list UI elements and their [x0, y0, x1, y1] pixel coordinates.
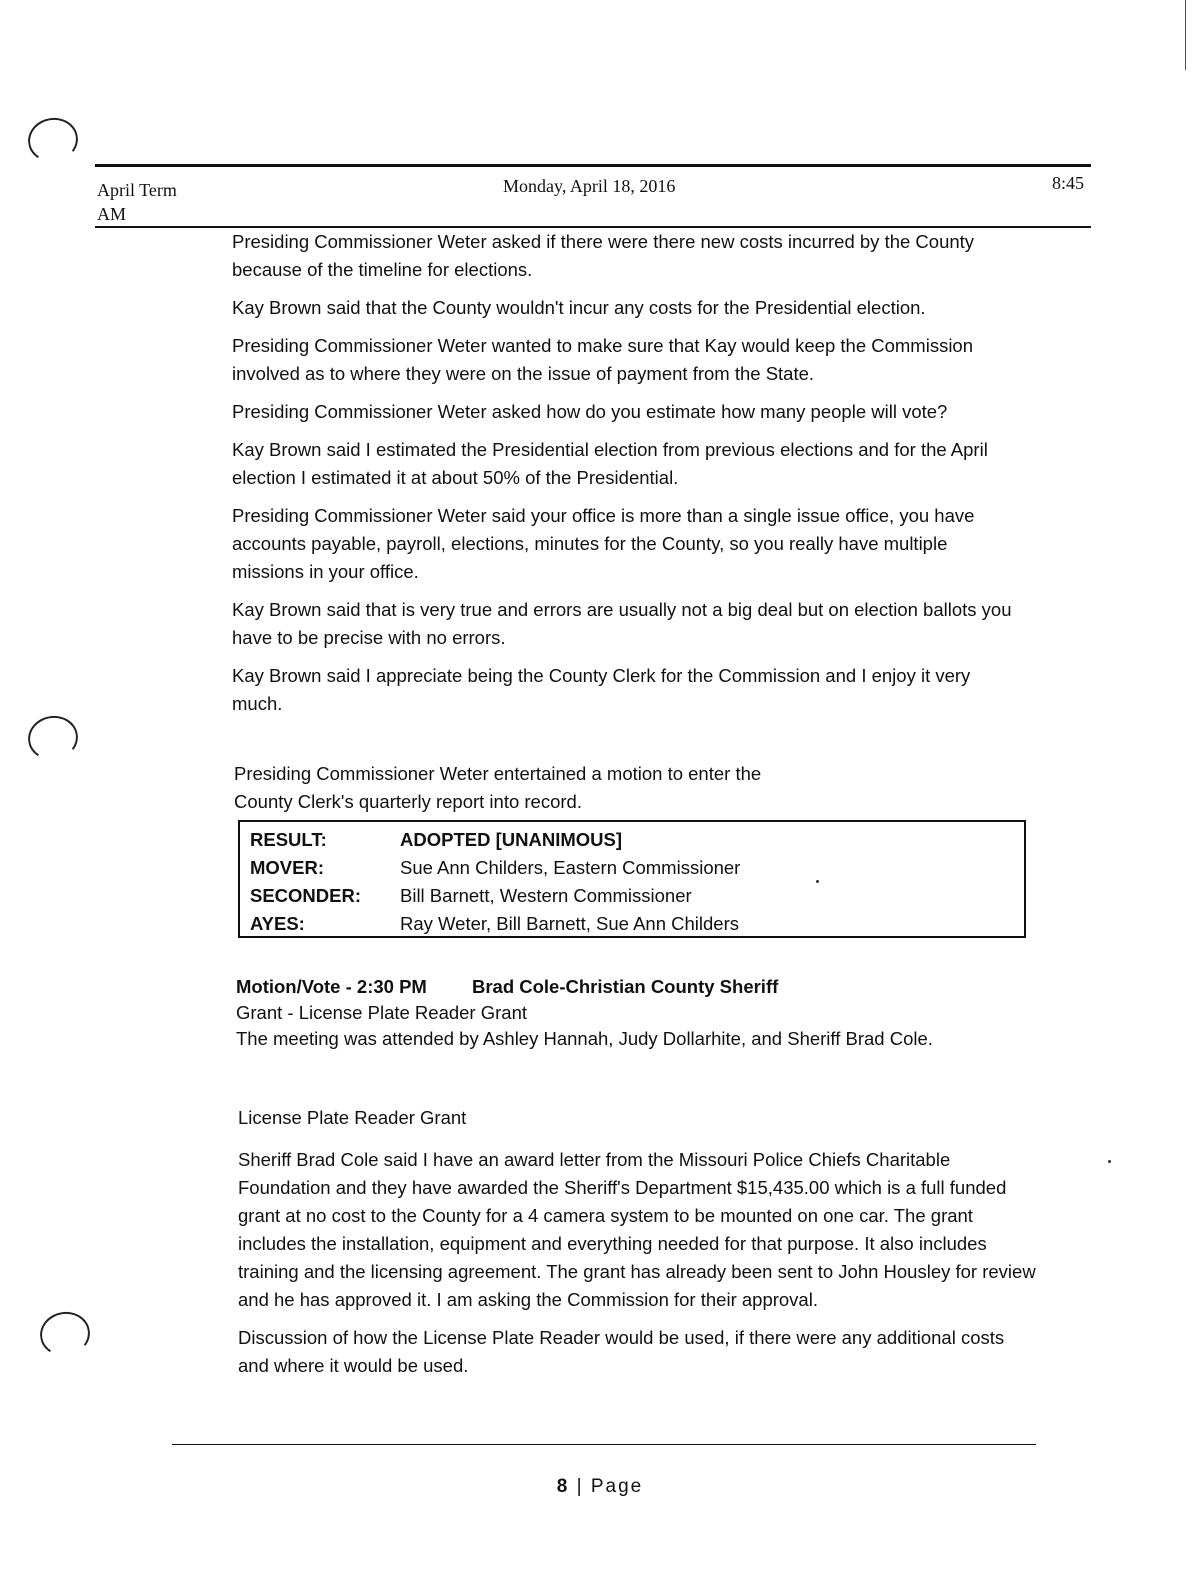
- header-term-text: April Term: [97, 180, 177, 200]
- mover-value: Sue Ann Childers, Eastern Commissioner: [400, 857, 741, 878]
- paragraph: Kay Brown said I estimated the Presidential election from previous elections and for the April election I estimated it at about 50% of the Presidential.: [232, 439, 988, 488]
- scan-speck: [1108, 1160, 1111, 1163]
- seconder-value: Bill Barnett, Western Commissioner: [400, 885, 692, 906]
- discussion-section: [232, 228, 1022, 728]
- punch-hole-top: [25, 114, 82, 166]
- grant-discussion: Discussion of how the License Plate Reader would be used, if there were any additional costs and where it would be used.: [238, 1327, 1005, 1376]
- paragraph: Presiding Commissioner Weter asked if there were there new costs incurred by the County because of the timeline for elections.: [232, 231, 975, 280]
- result-label: RESULT:: [250, 829, 327, 850]
- seconder-label: SECONDER:: [250, 885, 362, 906]
- ayes-label: AYES:: [250, 913, 305, 934]
- mover-label: MOVER:: [250, 857, 324, 878]
- motion-vote-time: Motion/Vote - 2:30 PM: [236, 976, 427, 997]
- ayes-value: Ray Weter, Bill Barnett, Sue Ann Childers: [400, 913, 739, 934]
- scan-edge-line: [1185, 0, 1186, 70]
- punch-hole-middle: [25, 712, 82, 764]
- paragraph: Kay Brown said that is very true and errors are usually not a big deal but on election ballots you have to be precise with no errors.: [232, 599, 1012, 648]
- header-term: [97, 178, 177, 226]
- scan-speck: [816, 880, 819, 883]
- result-value: ADOPTED [UNANIMOUS]: [400, 829, 622, 850]
- header-time: 8:45: [1052, 173, 1085, 193]
- paragraph: Presiding Commissioner Weter said your office is more than a single issue office, you have accounts payable, payroll, elections, minutes for the County, so you really have multiple missions in your office.: [232, 505, 975, 582]
- grant-heading: License Plate Reader Grant: [238, 1107, 467, 1128]
- grant-paragraph: Sheriff Brad Cole said I have an award letter from the Missouri Police Chiefs Charitable Foundation and they have awarded the Sheriff's Department $15,435.00 which is a full funded grant at no cost to the County for a 4 camera system to be mounted on one car. The grant includes the installation, equipment and everything needed for that purpose. It also includes training and the licensing agreement. The grant has already been sent to John Housley for review and he has approved it. I am asking the Commission for their approval.: [238, 1149, 1036, 1310]
- punch-hole-bottom: [37, 1308, 94, 1360]
- attendance-line: The meeting was attended by Ashley Hannah, Judy Dollarhite, and Sheriff Brad Cole.: [236, 1028, 933, 1049]
- motion-vote-section: [236, 974, 1036, 1052]
- paragraph: Presiding Commissioner Weter wanted to make sure that Kay would keep the Commission involved as to where they were on the issue of payment from the State.: [232, 335, 974, 384]
- motion-intro: Presiding Commissioner Weter entertained a motion to enter the County Clerk's quarterly report into record.: [234, 763, 762, 812]
- motion-vote-subtitle: Grant - License Plate Reader Grant: [236, 1002, 528, 1023]
- footer-rule: [172, 1444, 1036, 1445]
- header-top-rule: [95, 164, 1091, 167]
- page-footer: [0, 1476, 1200, 1498]
- paragraph: Kay Brown said I appreciate being the County Clerk for the Commission and I enjoy it very much.: [232, 665, 971, 714]
- vote-result-box: [238, 820, 1026, 938]
- paragraph: Presiding Commissioner Weter asked how do you estimate how many people will vote?: [232, 401, 948, 422]
- header-date: Monday, April 18, 2016: [503, 176, 676, 196]
- motion-vote-presenter: Brad Cole-Christian County Sheriff: [471, 976, 779, 997]
- grant-section: [238, 1104, 1038, 1390]
- page-label: | Page: [576, 1476, 644, 1497]
- paragraph: Kay Brown said that the County wouldn't incur any costs for the Presidential election.: [232, 297, 926, 318]
- header-term-suffix: AM: [97, 204, 127, 224]
- page-number: 8: [556, 1476, 570, 1497]
- motion-vote-title: [236, 974, 1036, 1000]
